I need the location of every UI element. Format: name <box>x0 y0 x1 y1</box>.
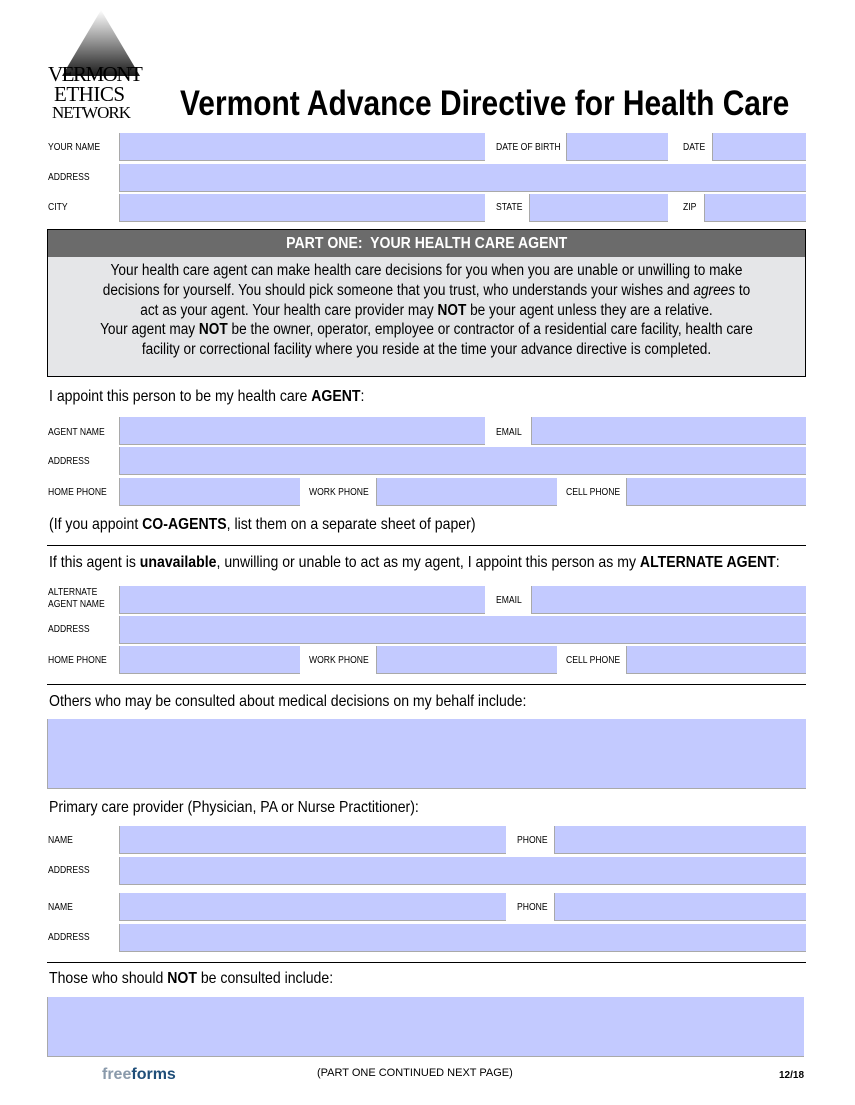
primary-name-label-1: NAME <box>48 835 73 846</box>
primary-address-label-2: ADDRESS <box>48 932 90 943</box>
agent-work-phone-label: WORK PHONE <box>309 487 369 498</box>
alternate-intro: If this agent is unavailable, unwilling or unable to act as my agent, I appoint this person as my ALTERNATE AGENT: <box>49 554 780 571</box>
divider-2 <box>47 684 806 685</box>
state-field[interactable] <box>529 194 668 222</box>
part-one-line-4: Your agent may NOT be the owner, operator, employee or contractor of a residential care facility, health care <box>100 321 753 339</box>
not-consulted-label: Those who should NOT be consulted include: <box>49 970 334 987</box>
date-of-birth-field[interactable] <box>566 133 668 161</box>
logo <box>44 8 160 126</box>
alternate-email-label: EMAIL <box>496 595 522 606</box>
primary-care-label: Primary care provider (Physician, PA or Nurse Practitioner): <box>49 799 419 816</box>
part-one-line-2: decisions for yourself. You should pick someone that you trust, who understands your wishes and agrees to <box>102 281 751 299</box>
zip-label: ZIP <box>683 202 697 213</box>
part-one-line-3: act as your agent. Your health care provider may NOT be your agent unless they are a relative. <box>140 301 713 319</box>
part-one-box <box>47 229 806 377</box>
alternate-address-label: ADDRESS <box>48 624 90 635</box>
not-consulted-field[interactable] <box>47 997 804 1057</box>
logo-line-3: NETWORK <box>52 103 130 122</box>
others-field[interactable] <box>47 719 806 789</box>
agent-address-label: ADDRESS <box>48 456 90 467</box>
date-label: DATE <box>683 142 706 153</box>
agent-work-phone-field[interactable] <box>376 478 557 506</box>
part-one-heading: PART ONE: YOUR HEALTH CARE AGENT <box>285 235 568 252</box>
alternate-work-phone-field[interactable] <box>376 646 557 674</box>
part-one-line-1: Your health care agent can make health care decisions for you when you are unable or unwilling to make <box>110 262 743 279</box>
freeforms-brand <box>102 1066 176 1084</box>
city-label: CITY <box>48 202 68 213</box>
part-one-text <box>28 261 825 360</box>
primary-phone-field-1[interactable] <box>554 826 806 854</box>
alternate-cell-phone-field[interactable] <box>626 646 806 674</box>
alternate-cell-phone-label: CELL PHONE <box>566 655 621 666</box>
your-name-label: YOUR NAME <box>48 142 101 153</box>
agent-cell-phone-label: CELL PHONE <box>566 487 621 498</box>
agent-name-label: AGENT NAME <box>48 427 105 438</box>
zip-field[interactable] <box>704 194 806 222</box>
city-field[interactable] <box>119 194 485 222</box>
state-label: STATE <box>496 202 523 213</box>
primary-name-label-2: NAME <box>48 902 73 913</box>
primary-phone-label-1: PHONE <box>517 835 548 846</box>
primary-phone-label-2: PHONE <box>517 902 548 913</box>
agent-name-field[interactable] <box>119 417 485 445</box>
divider-3 <box>47 962 806 963</box>
primary-name-field-2[interactable] <box>119 893 506 921</box>
agent-address-field[interactable] <box>119 447 806 475</box>
date-field[interactable] <box>712 133 806 161</box>
alternate-work-phone-label: WORK PHONE <box>309 655 369 666</box>
continued-note: (PART ONE CONTINUED NEXT PAGE) <box>317 1067 513 1079</box>
divider-1 <box>47 545 806 546</box>
page-title: Vermont Advance Directive for Health Care <box>180 84 790 123</box>
version-number: 12/18 <box>779 1070 805 1081</box>
primary-phone-field-2[interactable] <box>554 893 806 921</box>
agent-home-phone-field[interactable] <box>119 478 300 506</box>
alternate-home-phone-label: HOME PHONE <box>48 655 107 666</box>
others-label: Others who may be consulted about medical decisions on my behalf include: <box>49 693 527 710</box>
your-name-field[interactable] <box>119 133 485 161</box>
alternate-email-field[interactable] <box>531 586 806 614</box>
alternate-name-label-2: AGENT NAME <box>48 599 105 610</box>
logo-line-2: ETHICS <box>54 82 125 106</box>
part-one-heading-bar <box>48 230 805 257</box>
agent-email-label: EMAIL <box>496 427 522 438</box>
agent-home-phone-label: HOME PHONE <box>48 487 107 498</box>
alternate-home-phone-field[interactable] <box>119 646 300 674</box>
alternate-name-label-1: ALTERNATE <box>48 587 98 598</box>
agent-email-field[interactable] <box>531 417 806 445</box>
alternate-name-field[interactable] <box>119 586 485 614</box>
primary-address-field-1[interactable] <box>119 857 806 885</box>
alternate-address-field[interactable] <box>119 616 806 644</box>
primary-address-label-1: ADDRESS <box>48 865 90 876</box>
primary-address-field-2[interactable] <box>119 924 806 952</box>
agent-cell-phone-field[interactable] <box>626 478 806 506</box>
brand-free: free <box>102 1066 132 1083</box>
address-label: ADDRESS <box>48 172 90 183</box>
date-of-birth-label: DATE OF BIRTH <box>496 142 561 153</box>
primary-name-field-1[interactable] <box>119 826 506 854</box>
part-one-line-5: facility or correctional facility where you reside at the time your advance directive is completed. <box>141 341 712 359</box>
logo-line-1: VERMONT <box>48 62 142 86</box>
coagents-note: (If you appoint CO-AGENTS, list them on a separate sheet of paper) <box>49 516 476 533</box>
agent-intro: I appoint this person to be my health care AGENT: <box>49 388 365 405</box>
brand-forms: forms <box>131 1066 176 1083</box>
address-field[interactable] <box>119 164 806 192</box>
